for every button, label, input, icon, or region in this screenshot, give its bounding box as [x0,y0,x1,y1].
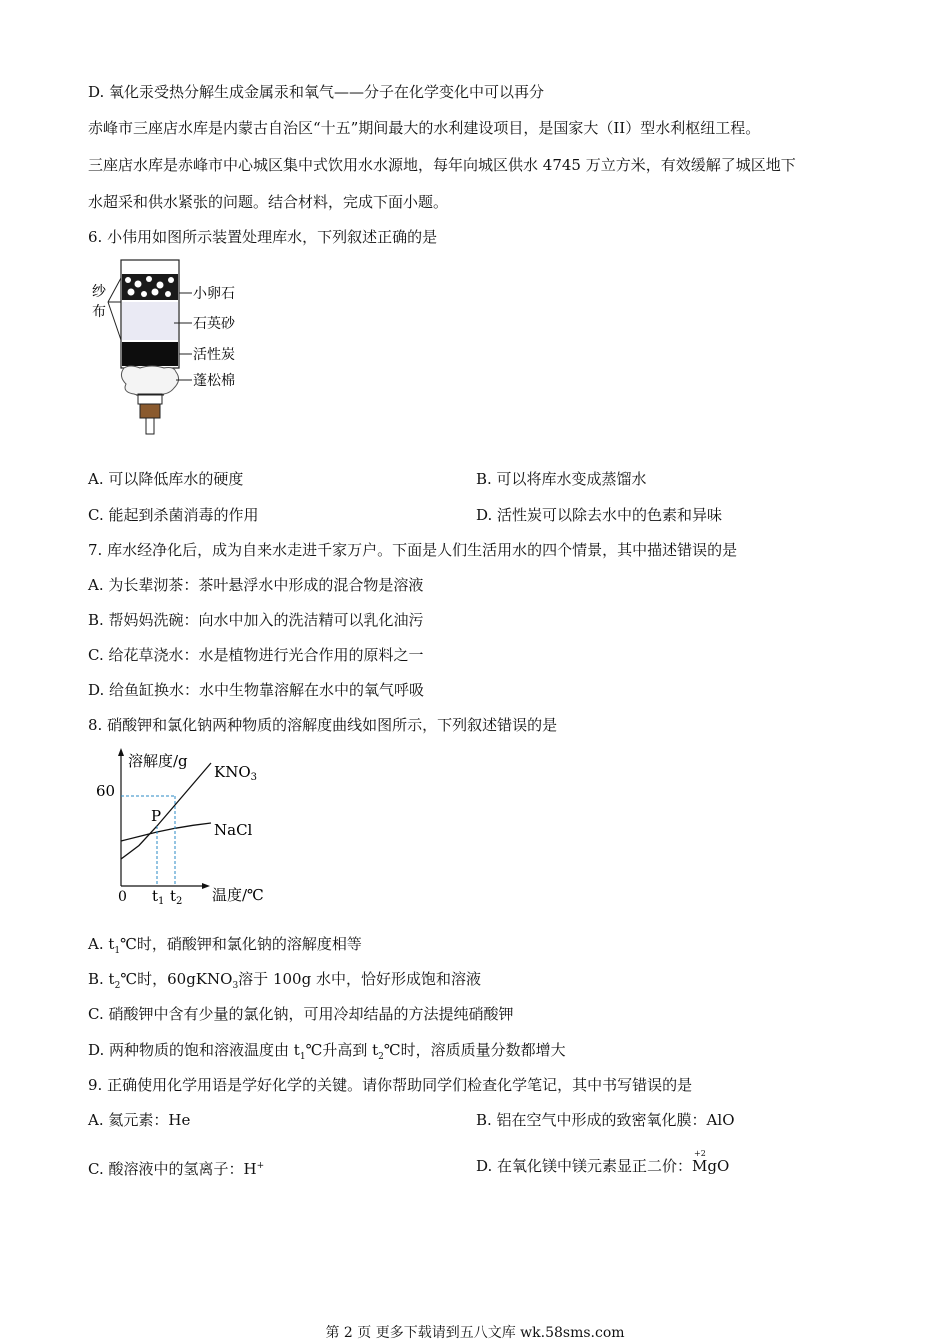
filter-side-label-2: 布 [92,304,106,320]
q6-option-b: B. 可以将库水变成蒸馏水 [476,470,647,488]
gauze-pointer-1 [108,278,121,302]
question-6: 6. 小伟用如图所示装置处理库水，下列叙述正确的是 [88,228,438,246]
q9-option-c: C. 酸溶液中的氢离子：H+ [88,1160,265,1178]
q9-option-a: A. 氦元素：He [88,1111,191,1129]
outlet-tube [146,418,154,434]
intro-line-3: 水超采和供水紧张的问题。结合材料，完成下面小题。 [88,193,449,211]
y-axis-label: 溶解度/g [128,752,188,770]
valence-charge: +2 [694,1149,706,1158]
q6-option-a: A. 可以降低库水的硬度 [88,470,244,488]
x-tick-t2: $t_2$ [170,887,183,907]
water-filter-figure [88,256,258,438]
x-axis-label: 温度/℃ [212,886,264,904]
series-line-nacl [121,823,211,841]
intro-line-2: 三座店水库是赤峰市中心城区集中式饮用水水源地，每年向城区供水 4745 万立方米，有效缓解了城区地下 [88,156,796,174]
gauze-pointer-3 [108,302,121,340]
page-footer: 第 2 页 更多下载请到五八文库 wk.58sms.com [325,1325,625,1341]
solubility-chart [88,746,288,912]
question-9: 9. 正确使用化学用语是学好化学的关键。请你帮助同学们检查化学笔记，其中书写错误的是 [88,1076,693,1094]
q8-option-a: A. $t_1℃$时，硝酸钾和氯化钠的溶解度相等 [88,935,362,956]
layer-label-carbon: 活性炭 [193,347,235,363]
x-axis-arrow [202,883,210,889]
q6-option-d: D. 活性炭可以除去水中的色素和异味 [476,506,723,524]
series-label-kno3: $KNO_3$ [214,763,258,783]
cotton-layer [121,366,178,396]
series-label-nacl: NaCl [214,821,253,839]
intro-line-1: 赤峰市三座店水库是内蒙古自治区“十五”期间最大的水利建设项目，是国家大（II）型水利枢纽工程。 [88,119,761,137]
q5-option-d: D. 氧化汞受热分解生成金属汞和氧气——分子在化学变化中可以再分 [88,83,545,101]
q8-option-d: D. 两种物质的饱和溶液温度由 $t_1℃$升高到 $t_2℃$时，溶质质量分数都增大 [88,1041,566,1062]
y-axis-arrow [118,748,124,756]
question-8: 8. 硝酸钾和氯化钠两种物质的溶解度曲线如图所示，下列叙述错误的是 [88,716,558,734]
series-line-kno3 [121,763,211,859]
layer-label-pebble: 小卵石 [193,286,235,302]
layer-label-cotton: 蓬松棉 [193,373,235,389]
q9-option-b: B. 铝在空气中形成的致密氧化膜：AlO [476,1111,735,1129]
q8-option-b: B. $t_2℃$时，60gKNO$_3$溶于 100g 水中，恰好形成饱和溶液 [88,970,481,991]
question-7: 7. 库水经净化后，成为自来水走进千家万户。下面是人们生活用水的四个情景，其中描述错误的是 [88,541,738,559]
x-tick-t1: $t_1$ [152,887,165,907]
q9-option-d: D. 在氧化镁中镁元素显正二价： +2 MgO [476,1156,729,1176]
q7-option-d: D. 给鱼缸换水：水中生物靠溶解在水中的氧气呼吸 [88,681,425,699]
q7-option-b: B. 帮妈妈洗碗：向水中加入的洗洁精可以乳化油污 [88,611,424,629]
origin-label: 0 [118,889,127,905]
filter-side-label-1: 纱 [92,284,106,300]
y-tick-60: 60 [96,782,116,800]
q7-option-a: A. 为长辈沏茶：茶叶悬浮水中形成的混合物是溶液 [88,576,424,594]
stopper [140,404,160,418]
point-p-label: P [151,807,162,825]
layer-label-sand: 石英砂 [193,316,235,332]
activated-carbon-layer [122,342,178,366]
quartz-sand-layer [122,302,178,340]
q7-option-c: C. 给花草浇水：水是植物进行光合作用的原料之一 [88,646,424,664]
q6-option-c: C. 能起到杀菌消毒的作用 [88,506,259,524]
q8-option-c: C. 硝酸钾中含有少量的氯化钠，可用冷却结晶的方法提纯硝酸钾 [88,1005,514,1023]
